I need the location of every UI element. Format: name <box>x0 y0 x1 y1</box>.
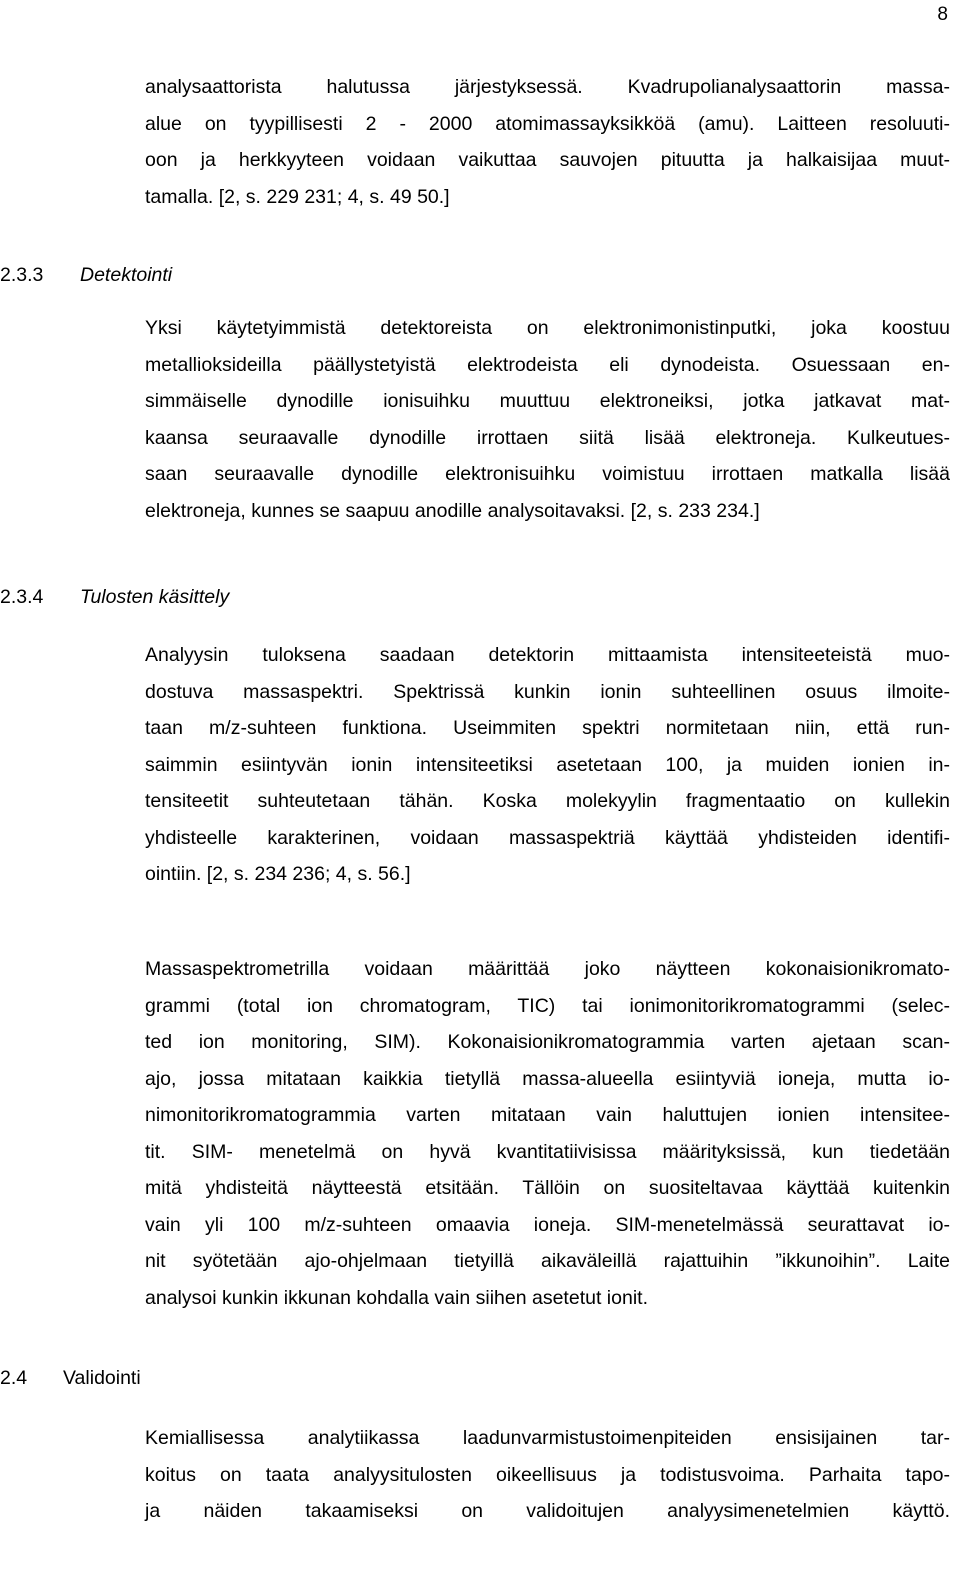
section-title: Tulosten käsittely <box>80 586 230 608</box>
text-line: ja näiden takaamiseksi on validoitujen analyysimenetelmien käyttö. <box>145 1500 950 1522</box>
text-line: tensiteetit suhteutetaan tähän. Koska molekyylin fragmentaatio on kullekin <box>145 790 950 812</box>
text-line: metallioksideilla päällystetyistä elektrodeista eli dynodeista. Osuessaan en- <box>145 353 950 376</box>
text-line: grammi (total ion chromatogram, TIC) tai ionimonitorikromatogrammi (selec- <box>145 994 950 1017</box>
text-line: ted ion monitoring, SIM). Kokonaisionikromatogrammia varten ajetaan scan- <box>145 1031 950 1053</box>
text-line: saimmin esiintyvän ionin intensiteetiksi asetetaan 100, ja muiden ionien in- <box>145 753 950 776</box>
text-line: tamalla. [2, s. 229 231; 4, s. 49 50.] <box>145 185 450 208</box>
paragraph <box>145 310 950 529</box>
text-line: mitä yhdisteitä näytteestä etsitään. Tällöin on suositeltavaa käyttää kuitenkin <box>145 1177 950 1199</box>
text-line: Kemiallisessa analytiikassa laadunvarmistustoimenpiteiden ensisijainen tar- <box>145 1427 950 1449</box>
section-heading <box>0 1367 141 1390</box>
text-line: Massaspektrometrilla voidaan määrittää joko näytteen kokonaisionikromato- <box>145 958 950 980</box>
subsection-heading <box>0 264 172 287</box>
text-line: saan seuraavalle dynodille elektronisuihku voimistuu irrottaen matkalla lisää <box>145 463 950 485</box>
text-line: analysaattorista halutussa järjestyksessä. Kvadrupolianalysaattorin massa- <box>145 76 950 98</box>
text-line: Analyysin tuloksena saadaan detektorin mittaamista intensiteeteistä muo- <box>145 644 950 666</box>
paragraph <box>145 951 950 1316</box>
section-title: Validointi <box>63 1367 141 1389</box>
text-line: elektroneja, kunnes se saapuu anodille analysoitavaksi. [2, s. 233 234.] <box>145 499 760 522</box>
text-line: vain yli 100 m/z-suhteen omaavia ioneja. SIM-menetelmässä seurattavat io- <box>145 1213 950 1236</box>
text-line: yhdisteelle karakterinen, voidaan massaspektriä käyttää yhdisteiden identifi- <box>145 826 950 849</box>
text-line: Yksi käytetyimmistä detektoreista on elektronimonistinputki, joka koostuu <box>145 317 950 339</box>
text-line: analysoi kunkin ikkunan kohdalla vain siihen asetetut ionit. <box>145 1286 648 1309</box>
text-line: oon ja herkkyyteen voidaan vaikuttaa sauvojen pituutta ja halkaisijaa muut- <box>145 149 950 171</box>
section-number: 2.4 <box>0 1367 28 1389</box>
section-number: 2.3.3 <box>0 264 44 286</box>
paragraph <box>145 1420 950 1530</box>
paragraph <box>145 69 950 215</box>
text-line: ajo, jossa mitataan kaikkia tietyllä massa-alueella esiintyviä ioneja, mutta io- <box>145 1067 950 1090</box>
page-number: 8 <box>937 4 948 25</box>
section-title: Detektointi <box>80 264 173 286</box>
text-line: koitus on taata analyysitulosten oikeellisuus ja todistusvoima. Parhaita tapo- <box>145 1463 950 1486</box>
text-line: nimonitorikromatogrammia varten mitataan vain haluttujen ionien intensitee- <box>145 1104 950 1126</box>
text-line: alue on tyypillisesti 2 - 2000 atomimassayksikköä (amu). Laitteen resoluuti- <box>145 112 950 135</box>
text-line: dostuva massaspektri. Spektrissä kunkin ionin suhteellinen osuus ilmoite- <box>145 680 950 703</box>
text-line: taan m/z-suhteen funktiona. Useimmiten spektri normitetaan niin, että run- <box>145 717 950 739</box>
text-line: kaansa seuraavalle dynodille irrottaen siitä lisää elektroneja. Kulkeutues- <box>145 426 950 449</box>
text-line: simmäiselle dynodille ionisuihku muuttuu elektroneiksi, jotka jatkavat mat- <box>145 390 950 412</box>
text-line: ointiin. [2, s. 234 236; 4, s. 56.] <box>145 863 411 885</box>
paragraph <box>145 637 950 893</box>
text-line: tit. SIM- menetelmä on hyvä kvantitatiivisissa määrityksissä, kun tiedetään <box>145 1140 950 1163</box>
text-line: nit syötetään ajo-ohjelmaan tietyillä aikaväleillä rajattuihin ”ikkunoihin”. Laite <box>145 1250 950 1272</box>
subsection-heading <box>0 586 229 609</box>
section-number: 2.3.4 <box>0 586 44 608</box>
